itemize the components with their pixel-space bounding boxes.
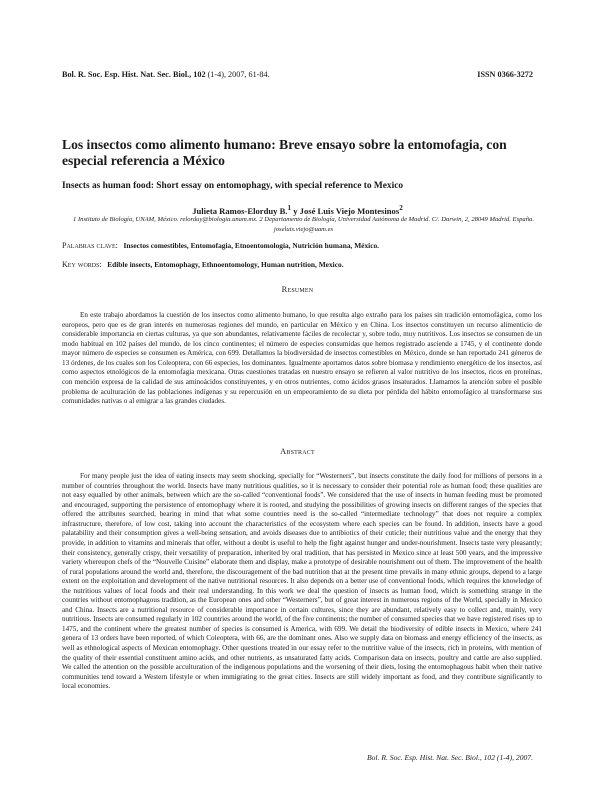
author-1: Julieta Ramos-Elorduy B. xyxy=(192,205,288,216)
running-footer: Bol. R. Soc. Esp. Hist. Nat. Sec. Biol., 102 (1-4), 2007. xyxy=(367,753,533,762)
resumen-paragraph: En este trabajo abordamos la cuestión de los insectos como alimento humano, lo que resulta algo extraño para los países sin tradición entomofágica, como los europeos, pero que es de gran interés en numerosas regiones del mundo, en particular en México y en China. Los insectos constituyen un recurso alimenticio de considerable importancia en ciertas culturas, ya que son abundantes, relativamente fáciles de recolectar y, sobre todo, muy nutritivos. Los insectos se consumen de un modo habitual en 102 países del mundo, de los cinco continentes; el número de especies consumidas que hemos registrado asciende a 1745, y el continente donde mayor número de especies se consumen es América, con 699. Detallamos la biodiversidad de insectos comestibles en México, donde se han reportado 241 géneros de 13 órdenes, de los cuales son los Coleoptera, con 66 especies, los dominantes. Igualmente aportamos datos sobre biomasa y rendimiento energético de los insectos, así como aspectos etnológicos de la entomofagia mexicana. Otras cuestiones tratadas en nuestro ensayo se refieren al valor nutritivo de los insectos, ricos en proteínas, con mención expresa de la calidad de sus aminoácidos constituyentes, y en otros nutrientes, como ácidos grasos insaturados. Llamamos la atención sobre el posible problema de aculturación de las poblaciones indígenas y su repercusión en un empeoramiento de su dieta por pérdida del hábito entomofágico al transformarse sus comunidades nativas o al emigrar a las grandes ciudades. xyxy=(62,311,542,406)
issn: ISSN 0366-3272 xyxy=(477,70,533,79)
author-1-affil-mark: 1 xyxy=(287,204,292,212)
journal-volume: 102 xyxy=(193,70,206,79)
affiliations: 1 Instituto de Biología, UNAM, México. relorduy@biologia.unam.mx. 2 Departamento de Biología, Universidad Autónoma de Madrid. C/. Darwin, 2, 28049 Madrid. España. joseluis.viejo@uam.es xyxy=(73,216,534,233)
article-subtitle: Insects as human food: Short essay on entomophagy, with special reference to Mexico xyxy=(62,181,404,191)
keywords-english-label: Key words: xyxy=(62,260,102,269)
journal-name: Bol. R. Soc. Esp. Hist. Nat. Sec. Biol., xyxy=(62,70,192,79)
keywords-english-list: Edible insects, Entomophagy, Ethnoentomology, Human nutrition, Mexico. xyxy=(107,260,344,269)
author-joiner: y xyxy=(291,205,300,216)
keywords-english xyxy=(62,260,542,269)
abstract-paragraph: For many people just the idea of eating insects may seem shocking, specially for “Westerners”, but insects constitute the daily food for millions of persons in a number of countries throughout the world. Insects have many nutritious qualities, so it is necessary to consider their potential role as human food; these qualities are not easy equalled by other animals, between which are the so-called “conventional foods”. We considered that the use of insects in human feeding must be promoted and encouraged, supporting the persistence of entomophagy where it is rooted, and studying the possibilities of growing insects on different ranges of the species that offered the attributes searched, bearing in mind that what some countries need is the so-called “intermediate technology” that does not require a complex infrastructure, therefore, of low cost, taking into account the characteristics of the ecosystem where each species can be found. In addition, insects have a good palatability and their consumption gives a well-being sensation, and avoids diseases due to antibiotics of their cuticle; their nutritious value and the energy that they provide, in addition to vitamins and minerals that offer, without a doubt is useful to help the fight against hunger and under-nourishment. Insects taste very pleasantly; their consistency, generally crispy, their versatility of preparation, inherited by oral tradition, that has persisted in Mexico since at least 500 years, and the impressive variety whereupon chefs of the “Nouvelle Cuisine” elaborate them and display, make a prototype of desirable nourishment out of them. The improvement of the health of rural populations around the world and, therefore, the discouragement of the bad nutrition that at the present time prevails in many ethnic groups, depend to a large extent on the exploitation and development of the native nutritional resources. It also depends on a better use of conventional foods, which requires the knowledge of the nutritious values of local foods and their real understanding. In this work we deal the question of insects as human food, which is something strange in the countries without entomophagous tradition, as the European ones and other “Westerners”, but of great interest in numerous regions of the World, specially in Mexico and China. Insects are a nutritional resource of considerable importance in certain cultures, since they are abundant, relatively easy to collect and, mainly, very nutritious. Insects are consumed regularly in 102 countries around the world, of the five continents; the number of consumed species that we have registered rises up to 1475, and the continent where the greatest number of species is consumed is America, with 699. We detail the biodiversity of edible insects in Mexico, where 241 genera of 13 orders have been reported, of which Coleoptera, with 66, are the dominant ones. Also we supply data on biomass and energy efficiency of the insects, as well as ethnological aspects of Mexican entomophagy. Other questions treated in our essay refer to the nutritive value of the insects, rich in proteins, with mention of the quality of their essential constituent amino acids, and other nutrients, as unsaturated fatty acids. Comparison data on insects, poultry and cattle are also supplied. We called the attention on the possible acculturation of the indigenous populations and the worsening of their diets, losing the entomophagous habit when their native communities tend toward a Western lifestyle or when immigrating to the great cities. Insects are still widely important as food, and they contribute significantly to local economies. xyxy=(62,472,542,691)
running-header xyxy=(62,70,533,82)
abstract-heading: Abstract xyxy=(280,447,315,456)
author-2: José Luis Viejo Montesinos xyxy=(299,205,400,216)
resumen-heading: Resumen xyxy=(281,285,314,294)
author-2-affil-mark: 2 xyxy=(399,204,403,212)
keywords-spanish-label: Palabras clave: xyxy=(62,241,118,250)
keywords-spanish-list: Insectos comestibles, Entomofagia, Etnoentomología, Nutrición humana, México. xyxy=(123,241,380,250)
keywords-spanish xyxy=(62,241,542,250)
journal-issue-pages: (1-4), 2007, 61-84. xyxy=(207,70,270,79)
journal-citation xyxy=(62,70,270,79)
article-title: Los insectos como alimento humano: Breve ensayo sobre la entomofagia, con especial referencia a México xyxy=(62,137,507,168)
